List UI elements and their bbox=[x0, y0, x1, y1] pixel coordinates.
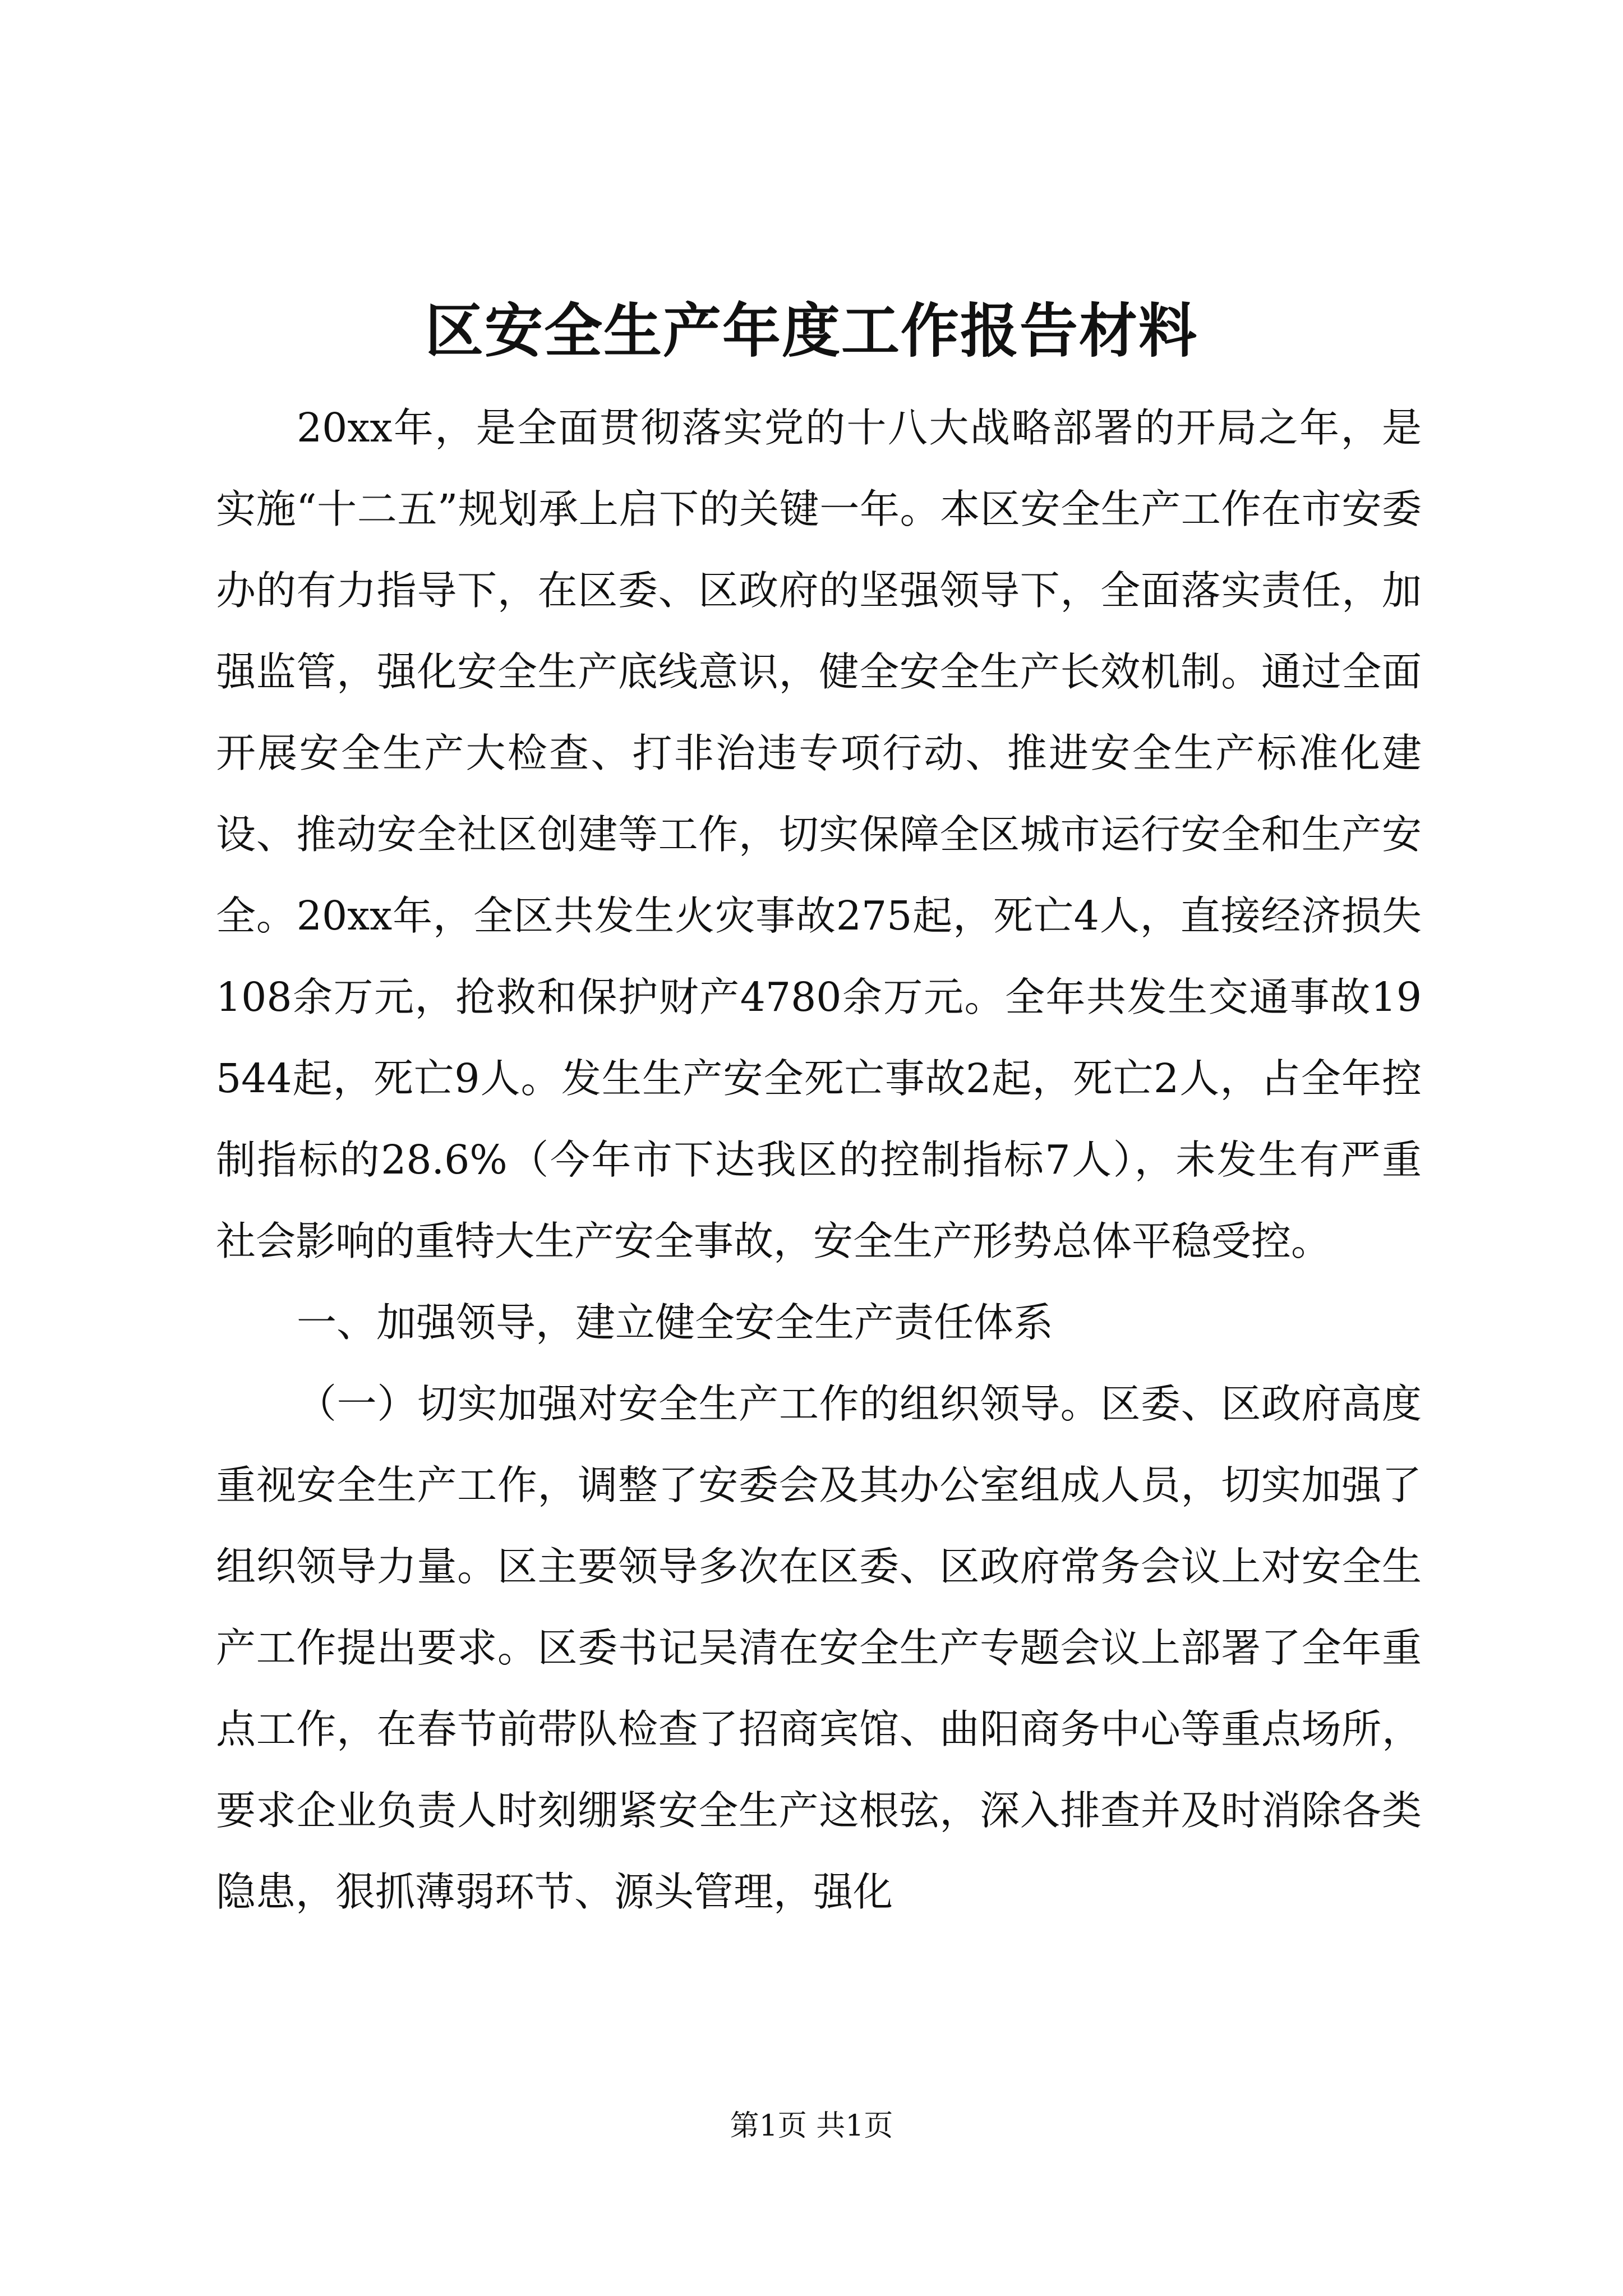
document-title: 区安全生产年度工作报告材料 bbox=[425, 296, 1198, 365]
section-paragraph: （一）切实加强对安全生产工作的组织领导。区委、区政府高度重视安全生产工作，调整了安委会及其办公室组成人员，切实加强了组织领导力量。区主要领导多次在区委、区政府常务会议上对安全生产工作提出要求。区委书记吴清在安全生产专题会议上部署了全年重点工作，在春节前带队检查了招商宾馆、曲阳商务中心等重点场所，要求企业负责人时刻绷紧安全生产这根弦，深入排查并及时消除各类隐患，狠抓薄弱环节、源头管理，强化 bbox=[216, 1381, 1422, 1915]
page-number-label: 第1页 共1页 bbox=[730, 2109, 893, 2143]
page-footer bbox=[0, 2106, 1623, 2146]
intro-paragraph: 20xx年，是全面贯彻落实党的十八大战略部署的开局之年，是实施“十二五”规划承上启下的关键一年。本区安全生产工作在市安委办的有力指导下，在区委、区政府的坚强领导下，全面落实责任，加强监管，强化安全生产底线意识，健全安全生产长效机制。通过全面开展安全生产大检查、打非治违专项行动、推进安全生产标准化建设、推动安全社区创建等工作，切实保障全区城市运行安全和生产安全。20xx年，全区共发生火灾事故275起，死亡4人，直接经济损失108余万元，抢救和保护财产4780余万元。全年共发生交通事故19544起，死亡9人。发生生产安全死亡事故2起，死亡2人，占全年控制指标的28.6%（今年市下达我区的控制指标7人），未发生有严重社会影响的重特大生产安全事故，安全生产形势总体平稳受控。 bbox=[216, 404, 1422, 1264]
section-heading: 一、加强领导，建立健全安全生产责任体系 bbox=[297, 1299, 1054, 1346]
document-body bbox=[216, 387, 1422, 1932]
